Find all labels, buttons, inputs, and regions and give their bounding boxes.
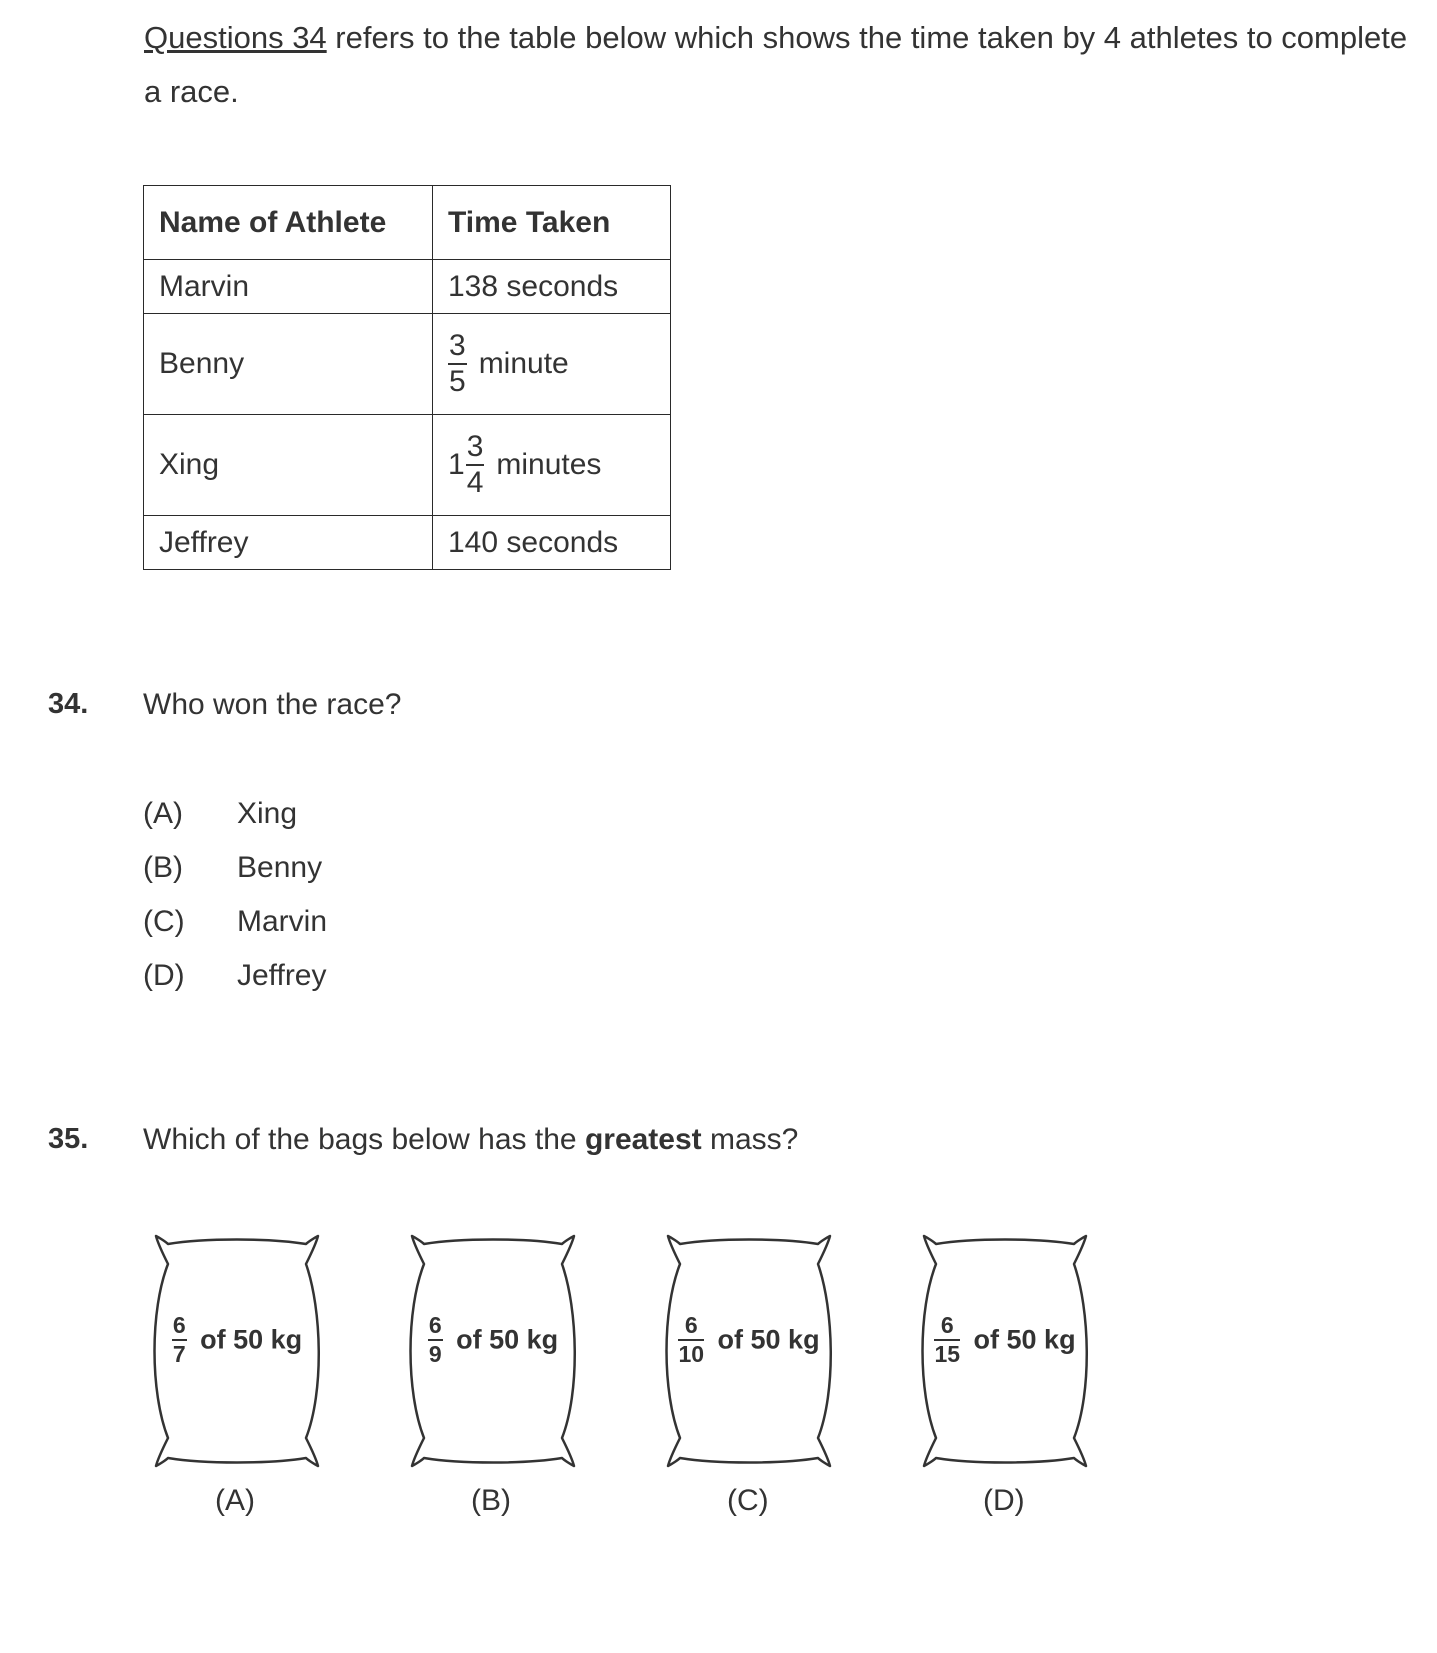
question-35-text-bold: greatest [584,1123,702,1156]
time-taken [433,415,671,516]
fraction-denominator: 4 [466,466,484,499]
bag-d [910,1226,1100,1476]
mixed-number-whole: 1 [448,448,465,481]
fraction-denominator: 10 [678,1341,705,1367]
time-taken: 140 seconds [433,516,671,570]
question-34-text: Who won the race? [143,688,402,721]
fraction-numerator: 3 [448,331,467,365]
option-a-text: Xing [237,797,298,830]
athlete-name: Jeffrey [144,516,433,570]
option-c-letter: (C) [143,905,185,938]
option-d-letter: (D) [143,959,185,992]
fraction [934,1314,960,1366]
intro-line-2: a race. [144,74,239,109]
fraction [172,1314,187,1366]
athlete-name: Benny [144,314,433,415]
table-header-row [144,186,671,260]
table-row [144,260,671,314]
bag-b-letter: (B) [471,1484,511,1517]
option-a-letter: (A) [143,797,183,830]
header-time-taken: Time Taken [433,186,671,260]
table-row [144,314,671,415]
table-row [144,415,671,516]
fraction-numerator: 6 [428,1314,443,1341]
option-c-text: Marvin [237,905,328,938]
time-unit: minutes [496,448,602,481]
option-b-letter: (B) [143,851,183,884]
fraction-numerator: 6 [172,1314,187,1341]
bag-d-letter: (D) [983,1484,1025,1517]
bag-a-letter: (A) [215,1484,255,1517]
bag-mass-suffix: of 50 kg [192,1324,303,1355]
athlete-name: Xing [144,415,433,516]
header-name-of-athlete: Name of Athlete [144,186,433,260]
question-35-text-after: mass? [701,1123,799,1156]
fraction-numerator: 3 [466,432,485,466]
intro-reference: Questions 34 [144,20,327,55]
fraction [466,432,485,498]
bag-mass-suffix: of 50 kg [448,1324,559,1355]
fraction [678,1314,704,1366]
bag-b [398,1226,588,1476]
question-35-text-before: Which of the bags below has the [143,1123,585,1156]
table-row [144,516,671,570]
bag-a [142,1226,332,1476]
time-taken: 138 seconds [433,260,671,314]
fraction [448,331,467,397]
bag-mass-label [910,1314,1100,1366]
fraction-numerator: 6 [934,1314,960,1341]
bag-mass-label [654,1314,844,1366]
fraction-denominator: 7 [172,1341,186,1367]
bag-c [654,1226,844,1476]
option-d-text: Jeffrey [237,959,327,992]
option-b-text: Benny [237,851,323,884]
athlete-time-table [143,185,671,570]
intro-line-1-rest: refers to the table below which shows the time taken by 4 athletes to complete [326,20,1408,55]
athlete-name: Marvin [144,260,433,314]
bag-mass-label [398,1314,588,1366]
bag-c-letter: (C) [727,1484,769,1517]
question-34-number: 34. [48,688,89,720]
question-35-text [143,1123,798,1157]
fraction [428,1314,443,1366]
time-unit: minute [478,347,569,380]
bag-mass-suffix: of 50 kg [966,1324,1076,1355]
question-35-number: 35. [48,1123,89,1155]
time-taken [433,314,671,415]
bag-mass-label [142,1314,332,1366]
bag-mass-suffix: of 50 kg [710,1324,820,1355]
fraction-denominator: 15 [934,1341,961,1367]
fraction-denominator: 9 [428,1341,442,1367]
intro-line-1 [144,20,1407,56]
fraction-denominator: 5 [449,365,466,398]
fraction-numerator: 6 [678,1314,704,1341]
